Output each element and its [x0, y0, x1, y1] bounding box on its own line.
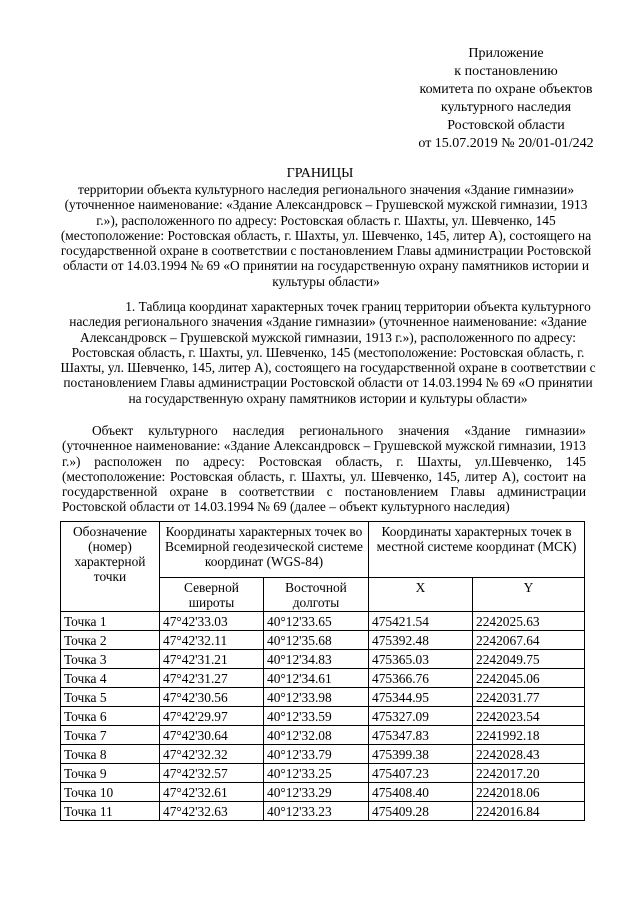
table-row: [61, 650, 585, 669]
point-y: 2242016.84: [473, 802, 585, 821]
point-y: 2242025.63: [473, 612, 585, 631]
point-x: 475421.54: [369, 612, 473, 631]
point-y: 2242031.77: [473, 688, 585, 707]
point-longitude: 40°12'35.68: [264, 631, 369, 650]
table-row: [61, 745, 585, 764]
point-x: 475365.03: [369, 650, 473, 669]
point-y: 2242017.20: [473, 764, 585, 783]
point-latitude: 47°42'29.97: [160, 707, 264, 726]
appendix-line: культурного наследия: [440, 100, 572, 115]
table-row: [61, 764, 585, 783]
point-name: Точка 4: [61, 669, 160, 688]
header-east: Восточной долготы: [264, 578, 369, 612]
point-latitude: 47°42'33.03: [160, 612, 264, 631]
point-latitude: 47°42'32.63: [160, 802, 264, 821]
header-msk: Координаты характерных точек в местной системе координат (МСК): [369, 522, 585, 578]
point-name: Точка 3: [61, 650, 160, 669]
point-x: 475392.48: [369, 631, 473, 650]
point-x: 475407.23: [369, 764, 473, 783]
point-name: Точка 11: [61, 802, 160, 821]
point-y: 2242067.64: [473, 631, 585, 650]
point-latitude: 47°42'32.57: [160, 764, 264, 783]
point-x: 475347.83: [369, 726, 473, 745]
point-latitude: 47°42'32.11: [160, 631, 264, 650]
table-row: [61, 726, 585, 745]
table-row: [61, 669, 585, 688]
point-x: 475399.38: [369, 745, 473, 764]
point-longitude: 40°12'34.83: [264, 650, 369, 669]
point-longitude: 40°12'33.59: [264, 707, 369, 726]
point-y: 2242018.06: [473, 783, 585, 802]
point-x: 475366.76: [369, 669, 473, 688]
point-name: Точка 6: [61, 707, 160, 726]
object-description: Объект культурного наследия регионального значения «Здание гимназии» (уточненное наименование: «Здание Александровск – Грушевской мужской гимназии, 1913 г.») расположен по адресу: Ростовская область, г. Шахты, ул.Шевченко, 145 (местоположение: Ростовская область, г. Шахты, ул. Шевченко, 145, литер А), состоит на государственной охранe в соответствии с постановлением Главы администрации Ростовской области от 14.03.1994 № 69 (далее – объект культурного наследия): [62, 423, 586, 515]
table-header-row: [61, 522, 585, 578]
point-x: 475327.09: [369, 707, 473, 726]
appendix-block: [380, 45, 632, 153]
table-row: [61, 688, 585, 707]
point-longitude: 40°12'33.29: [264, 783, 369, 802]
point-name: Точка 2: [61, 631, 160, 650]
header-point: Обозначение (номер) характерной точки: [61, 522, 160, 612]
point-latitude: 47°42'30.56: [160, 688, 264, 707]
point-name: Точка 10: [61, 783, 160, 802]
point-y: 2241992.18: [473, 726, 585, 745]
point-y: 2242049.75: [473, 650, 585, 669]
header-wgs: Координаты характерных точек во Всемирной геодезической системе координат (WGS-84): [160, 522, 369, 578]
header-x: X: [369, 578, 473, 612]
point-y: 2242045.06: [473, 669, 585, 688]
point-latitude: 47°42'32.32: [160, 745, 264, 764]
point-name: Точка 9: [61, 764, 160, 783]
document-title: ГРАНИЦЫ: [286, 166, 354, 181]
point-name: Точка 1: [61, 612, 160, 631]
point-x: 475408.40: [369, 783, 473, 802]
point-longitude: 40°12'32.08: [264, 726, 369, 745]
point-latitude: 47°42'31.21: [160, 650, 264, 669]
table-row: [61, 783, 585, 802]
coordinates-table: [60, 521, 585, 821]
section-1-caption: 1. Таблица координат характерных точек границ территории объекта культурного наследия регионального значения «Здание гимназии» (уточненное наименование: «Здание Александровск – Грушевской мужской гимназии, 1913 г.»), расположенного по адресу: Ростовская область, г. Шахты, ул. Шевченко, 145 (местоположение: Ростовская область, г. Шахты, ул. Шевченко, 145, литер А), состоящего на государственной охране в соответствии с постановлением Главы администрации Ростовской области от 14.03.1994 № 69 «О принятии на государственную охрану памятников истории и культуры области»: [60, 299, 596, 406]
point-longitude: 40°12'33.23: [264, 802, 369, 821]
point-x: 475344.95: [369, 688, 473, 707]
point-longitude: 40°12'34.61: [264, 669, 369, 688]
table-row: [61, 802, 585, 821]
point-longitude: 40°12'33.98: [264, 688, 369, 707]
table-row: [61, 707, 585, 726]
header-y: Y: [473, 578, 585, 612]
header-north: Северной широты: [160, 578, 264, 612]
point-y: 2242023.54: [473, 707, 585, 726]
point-longitude: 40°12'33.79: [264, 745, 369, 764]
point-name: Точка 8: [61, 745, 160, 764]
point-name: Точка 7: [61, 726, 160, 745]
appendix-line: Приложение: [468, 46, 544, 61]
table-row: [61, 631, 585, 650]
point-latitude: 47°42'32.61: [160, 783, 264, 802]
appendix-line: комитета по охране объектов: [419, 82, 593, 97]
table-row: [61, 612, 585, 631]
point-x: 475409.28: [369, 802, 473, 821]
point-longitude: 40°12'33.65: [264, 612, 369, 631]
point-name: Точка 5: [61, 688, 160, 707]
appendix-line: от 15.07.2019 № 20/01-01/242: [418, 136, 594, 151]
point-y: 2242028.43: [473, 745, 585, 764]
point-longitude: 40°12'33.25: [264, 764, 369, 783]
point-latitude: 47°42'30.64: [160, 726, 264, 745]
document-heading: территории объекта культурного наследия регионального значения «Здание гимназии» (уточненное наименование: «Здание Александровск – Грушевской мужской гимназии, 1913 г.»), расположенного по адресу: Ростовская область г. Шахты, ул. Шевченко, 145 (местоположение: Ростовская область, г. Шахты, ул. Шевченко, 145, литер А), состоящего на государственной охране в соответствии с постановлением Главы администрации Ростовской области от 14.03.1994 № 69 «О принятии на государственную охрану памятников истории и культуры области»: [60, 182, 592, 289]
appendix-line: к постановлению: [454, 64, 558, 79]
point-latitude: 47°42'31.27: [160, 669, 264, 688]
appendix-line: Ростовской области: [447, 118, 565, 133]
